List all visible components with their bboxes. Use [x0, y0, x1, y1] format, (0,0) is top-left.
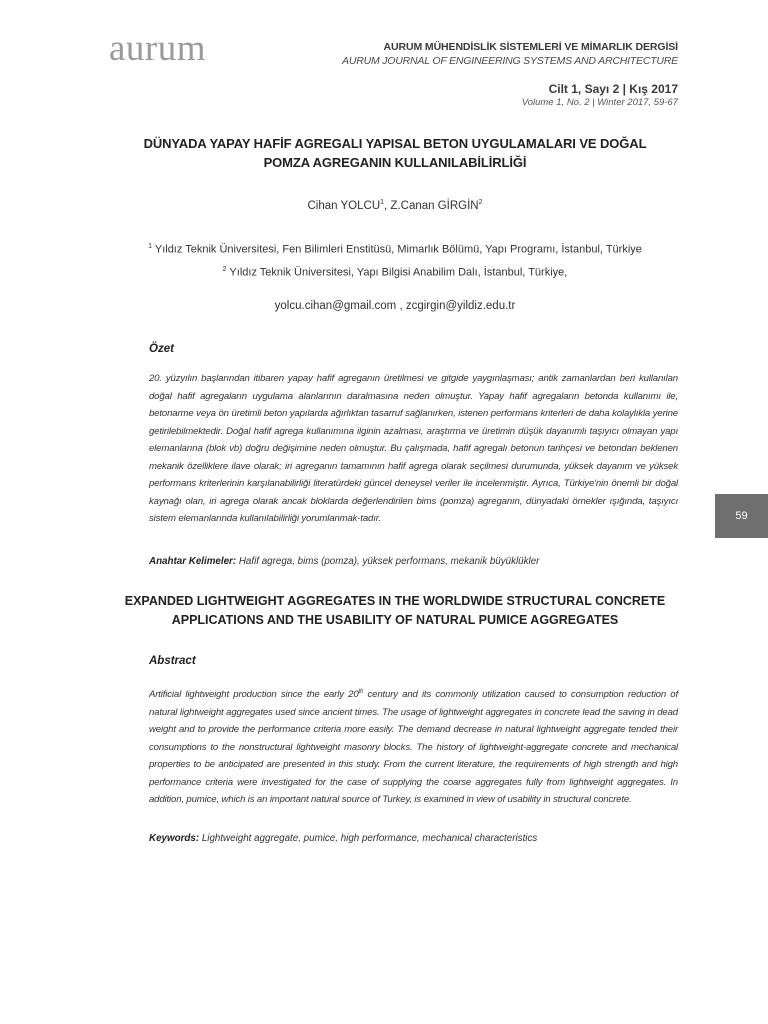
issue-info-tr: Cilt 1, Sayı 2 | Kış 2017: [548, 82, 678, 96]
journal-name-en: AURUM JOURNAL OF ENGINEERING SYSTEMS AND ARCHITECTURE: [342, 55, 678, 67]
issue-info-en: Volume 1, No. 2 | Winter 2017, 59-67: [521, 97, 678, 108]
abstract-keywords-label: Keywords:: [149, 833, 200, 844]
author-emails: yolcu.cihan@gmail.com , zcgirgin@yildiz.edu.tr: [274, 300, 516, 312]
affiliations: [110, 237, 680, 282]
ozet-keywords-list: Hafif agrega, bims (pomza), yüksek performans, mekanik büyüklükler: [236, 556, 540, 567]
author-1-affil: 1: [380, 199, 385, 206]
paper-title-en: [110, 592, 680, 630]
abstract-keywords: [149, 833, 678, 844]
author-separator: ,: [384, 199, 391, 212]
journal-logo: aurum: [109, 28, 207, 69]
abstract-text: Artificial lightweight production since the early 20th century and its commonly utilization caused to consumption reduction of natural lightweight aggregates used since ancient times. The usage of lightweight aggregates in concrete lead the saving in dead weight and to provide the performance criteria more easily. The demand decrease in natural lightweight aggregate tended their consumptions to the nonstructural lightweight masonry blocks. The history of lightweight-aggregate concrete and mechanical properties to be anticipated are presented in this study. From the current literature, the requirements of high strength and high performance criteria were investigated for the case of supplying the coarse aggregates fully from lightweight aggregates. In addition, pumice, which is an important natural source of Turkey, is examined in view of usability in structural concrete.: [149, 689, 678, 806]
author-1: Cihan YOLCU: [307, 199, 381, 212]
author-2: Z.Canan GİRGİN: [390, 199, 479, 212]
ozet-keywords-label: Anahtar Kelimeler:: [149, 556, 237, 567]
journal-name: [342, 41, 678, 67]
author-list: [110, 199, 680, 212]
paper-title-tr-line2: POMZA AGREGANIN KULLANILABİLİRLİĞİ: [263, 155, 527, 170]
page-number-tab: [715, 494, 768, 538]
abstract-heading: Abstract: [149, 655, 196, 667]
issue-info: [522, 82, 678, 108]
affiliation-1: $^1$ Yıldız Teknik Üniversitesi, Fen Bilimleri Enstitüsü, Mimarlık Bölümü, Yapı Programı, İstanbul, Türkiye: [148, 243, 642, 256]
paper-title-tr-line1: DÜNYADA YAPAY HAFİF AGREGALI YAPISAL BETON UYGULAMALARI VE DOĞAL: [143, 136, 647, 151]
ozet-text: 20. yüzyılın başlarından itibaren yapay hafif agreganın üretilmesi ve gitgide yaygınlaşması; antik zamanlardan beri kullanılan doğal hafif agregaların uygulama alanlarının daralmasına neden olmuştur. Yapay hafif agregaların betonda kullanımı ile, betonarme veya ön üretimli beton yapılarda ağırlıktan tasarruf sağlanırken, istenen performans kriterleri de daha kolaylıkla yerine getirilebilmektedir. Doğal hafif agrega kullanımına ilginin azalması, araştırma ve üretimin düşük dayanımlı taşıyıcı olmayan yapı elemanlarına (blok vb) doğru değişimine neden olmuştur. Bu çalışmada, hafif agregalı betonun tarihçesi ve betondan beklenen mekanik özelliklere ilave olarak; iri agreganın tamamının hafif agrega olarak seçilmesi durumunda, yüksek dayanım ve yüksek performans kriterlerinin karşılanabilirliği literatürdeki güncel deneysel veriler ile incelenmiştir. Ayrıca, Türkiye'nin önemli bir doğal kaynağı olan, iri agrega olarak ancak bloklarda değerlendirilen bims (pomza) agreganın, dünyadaki örnekler ışığında, taşıyıcı sistem elemanlarında kullanılabilirliği yorumlanmak-tadır.: [149, 373, 678, 524]
ozet-keywords: [149, 556, 678, 567]
journal-name-tr: AURUM MÜHENDİSLİK SİSTEMLERİ VE MİMARLIK DERGİSİ: [383, 41, 678, 53]
affiliation-2: $^2$ Yıldız Teknik Üniversitesi, Yapı Bilgisi Anabilim Dalı, İstanbul, Türkiye,: [222, 265, 568, 279]
abstract-keywords-list: Lightweight aggregate, pumice, high performance, mechanical characteristics: [199, 833, 538, 844]
page-number: 59: [735, 510, 748, 522]
author-2-affil: 2: [478, 199, 483, 206]
paper-title-en-line1: EXPANDED LIGHTWEIGHT AGGREGATES IN THE WORLDWIDE STRUCTURAL CONCRETE: [124, 594, 666, 608]
paper-title-en-line2: APPLICATIONS AND THE USABILITY OF NATURAL PUMICE AGGREGATES: [171, 613, 619, 627]
ozet-heading: Özet: [149, 343, 174, 355]
paper-title-tr: [110, 134, 680, 172]
